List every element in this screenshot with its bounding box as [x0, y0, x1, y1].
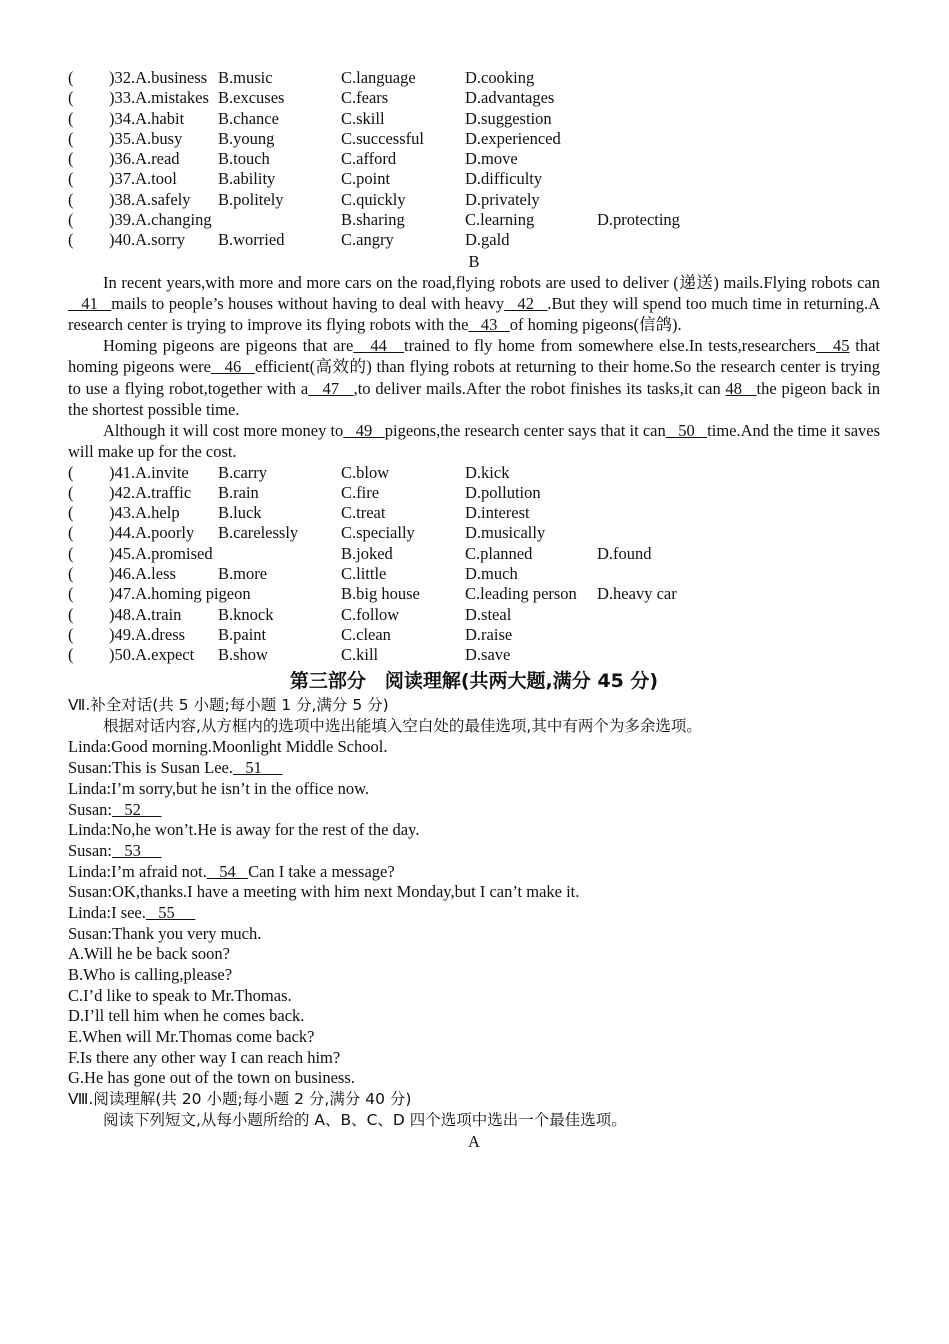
- question-row: ( )46.A.less B.more C.little D.much: [68, 563, 518, 583]
- blank-46: 46: [210, 357, 255, 377]
- question-row: ( )45.A.promised B.joked C.planned D.found: [68, 543, 652, 563]
- blank-41: 41: [68, 293, 112, 313]
- section-8-instruction: 阅读下列短文,从每小题所给的 A、B、C、D 四个选项中选出一个最佳选项。: [103, 1111, 627, 1130]
- dialogue-line: Susan: 52: [68, 799, 162, 819]
- dialogue-line: Linda:I see. 55: [68, 902, 196, 922]
- passage-label-b: B: [468, 251, 480, 271]
- question-row: ( )40.A.sorry B.worried C.angry D.gald: [68, 230, 510, 250]
- dialogue: [68, 737, 880, 944]
- blank-54: 54: [206, 861, 249, 881]
- dialogue-options: [68, 944, 880, 1089]
- blank-43: 43: [468, 315, 510, 335]
- dialogue-line: Susan: 53: [68, 840, 162, 860]
- question-row: ( )48.A.train B.knock C.follow D.steal: [68, 604, 512, 624]
- question-row: ( )35.A.busy B.young C.successful D.experienced: [68, 128, 561, 148]
- dialogue-line: Linda:No,he won’t.He is away for the rest of the day.: [68, 820, 420, 840]
- question-row: ( )44.A.poorly B.carelessly C.specially D.musically: [68, 523, 546, 543]
- question-row: ( )50.A.expect B.show C.kill D.save: [68, 645, 511, 665]
- option-item: A.Will he be back soon?: [68, 944, 230, 964]
- passage-paragraph-2: Homing pigeons are pigeons that are 44 trained to fly home from somewhere else.In tests,researchers 45 that homing pigeons were 46 efficient(高效的) than flying robots at returning to their home.So the research center is trying to use a flying robot,together with a 47 ,to deliver mails.After the robot finishes its tasks,it can 48 the pigeon back in the shortest possible time.: [68, 336, 881, 419]
- passage-paragraph-3: Although it will cost more money to 49 pigeons,the research center says that it can 50 time.And the time it saves will make up for the cost.: [68, 421, 881, 462]
- question-row: ( )49.A.dress B.paint C.clean D.raise: [68, 624, 513, 644]
- dialogue-line: Linda:I’m sorry,but he isn’t in the office now.: [68, 778, 370, 798]
- mcq-block-32-40: [68, 68, 880, 251]
- dialogue-line: Susan:This is Susan Lee. 51: [68, 758, 283, 778]
- blank-52: 52: [112, 799, 162, 819]
- blank-44: 44: [353, 336, 404, 356]
- blank-53: 53: [112, 840, 162, 860]
- option-item: F.Is there any other way I can reach him?: [68, 1047, 341, 1067]
- section-8-heading: Ⅷ.阅读理解(共 20 小题;每小题 2 分,满分 40 分): [68, 1090, 412, 1109]
- blank-42: 42: [504, 293, 548, 313]
- section-7-heading: Ⅶ.补全对话(共 5 小题;每小题 1 分,满分 5 分): [68, 696, 389, 715]
- dialogue-line: Susan:OK,thanks.I have a meeting with him next Monday,but I can’t make it.: [68, 882, 580, 902]
- mcq-block-41-50: [68, 463, 880, 666]
- blank-50: 50: [665, 421, 708, 441]
- option-item: B.Who is calling,please?: [68, 965, 233, 985]
- blank-47: 47: [308, 378, 354, 398]
- question-row: ( )41.A.invite B.carry C.blow D.kick: [68, 462, 510, 482]
- passage-label-a: A: [468, 1132, 480, 1152]
- blank-49: 49: [343, 421, 385, 441]
- blank-48: 48: [725, 378, 757, 398]
- question-row: ( )36.A.read B.touch C.afford D.move: [68, 149, 518, 169]
- dialogue-line: Linda:Good morning.Moonlight Middle School.: [68, 737, 388, 757]
- passage-paragraph-1: In recent years,with more and more cars on the road,flying robots are used to deliver (递送) mails.Flying robots can 41 mails to people’s houses without having to deal with heavy 42 .But they will spend too much time in returning.A research center is trying to improve its flying robots with the 43 of homing pigeons(信鸽).: [68, 272, 881, 335]
- question-row: ( )38.A.safely B.politely C.quickly D.privately: [68, 189, 540, 209]
- question-row: ( )43.A.help B.luck C.treat D.interest: [68, 503, 530, 523]
- option-item: C.I’d like to speak to Mr.Thomas.: [68, 985, 292, 1005]
- dialogue-line: Susan:Thank you very much.: [68, 923, 262, 943]
- question-row: ( )32.A.business B.music C.language D.cooking: [68, 68, 535, 87]
- option-item: D.I’ll tell him when he comes back.: [68, 1006, 305, 1026]
- question-row: ( )37.A.tool B.ability C.point D.difficulty: [68, 169, 543, 189]
- blank-51: 51: [233, 758, 283, 778]
- blank-45: 45: [815, 336, 850, 356]
- question-row: ( )47.A.homing pigeon B.big house C.leading person D.heavy car: [68, 584, 677, 604]
- dialogue-line: Linda:I’m afraid not. 54 Can I take a message?: [68, 861, 395, 881]
- blank-55: 55: [145, 902, 196, 922]
- part-three-title: 第三部分 阅读理解(共两大题,满分 45 分): [289, 670, 659, 693]
- question-row: ( )33.A.mistakes B.excuses C.fears D.advantages: [68, 88, 555, 108]
- section-7-instruction: 根据对话内容,从方框内的选项中选出能填入空白处的最佳选项,其中有两个为多余选项。: [103, 717, 702, 736]
- option-item: E.When will Mr.Thomas come back?: [68, 1027, 315, 1047]
- question-row: ( )39.A.changing B.sharing C.learning D.protecting: [68, 210, 680, 230]
- question-row: ( )42.A.traffic B.rain C.fire D.pollution: [68, 482, 541, 502]
- option-item: G.He has gone out of the town on business.: [68, 1068, 355, 1088]
- exam-page: [68, 68, 880, 1152]
- question-row: ( )34.A.habit B.chance C.skill D.suggestion: [68, 108, 552, 128]
